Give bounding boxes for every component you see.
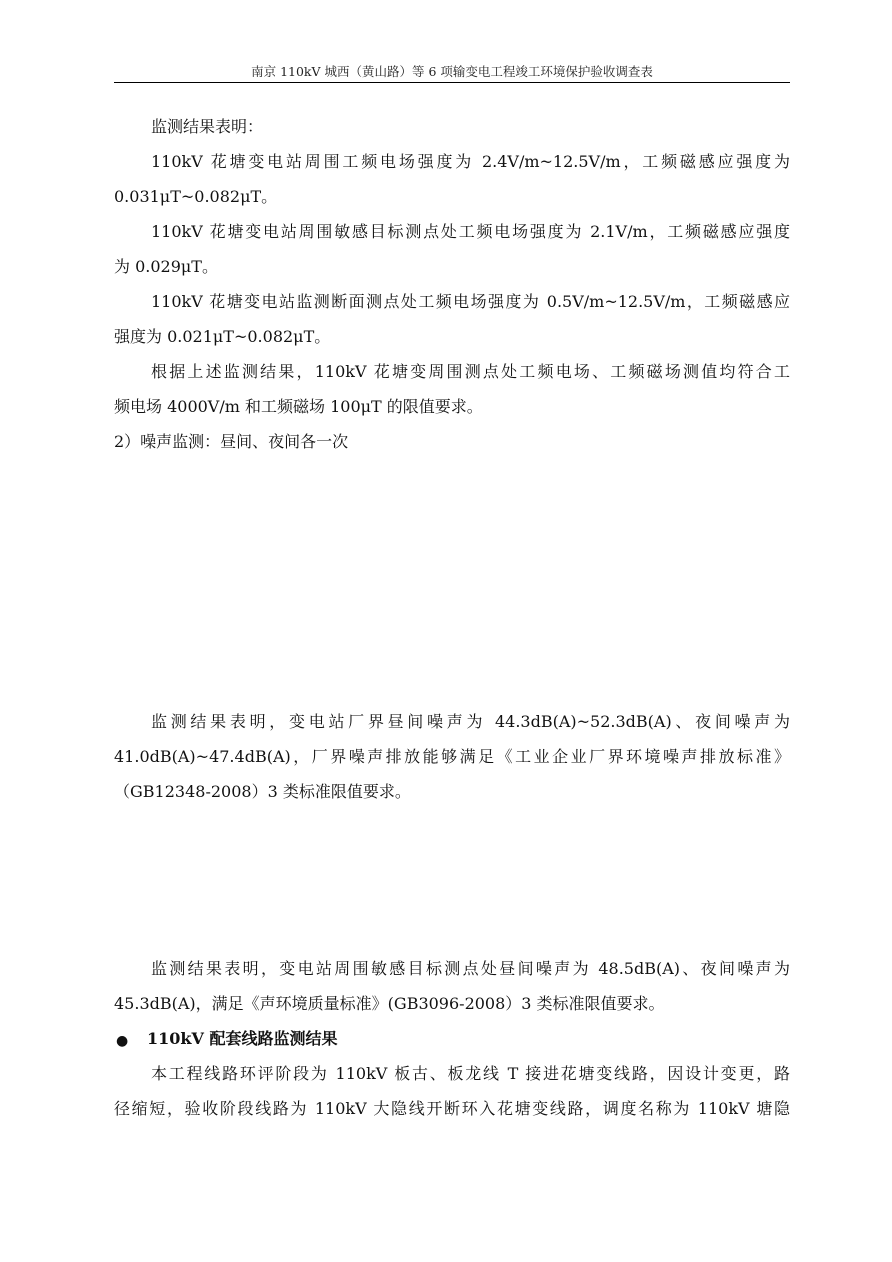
noise-heading: 2）噪声监测：昼间、夜间各一次 xyxy=(114,432,349,451)
line-para1-line1: 本工程线路环评阶段为 110kV 板古、板龙线 T 接进花塘变线路，因设计变更，路 xyxy=(151,1064,790,1083)
emf-para4-line1: 根据上述监测结果，110kV 花塘变周围测点处工频电场、工频磁场测值均符合工 xyxy=(151,362,790,381)
noise-para1-line3: （GB12348-2008）3 类标准限值要求。 xyxy=(114,782,411,801)
noise-para2-line2: 45.3dB(A)，满足《声环境质量标准》(GB3096-2008）3 类标准限值要求。 xyxy=(114,994,665,1013)
emf-para2-line1: 110kV 花塘变电站周围敏感目标测点处工频电场强度为 2.1V/m，工频磁感应强度 xyxy=(151,222,790,241)
header-title: 南京 110kV 城西（黄山路）等 6 项输变电工程竣工环境保护验收调查表 xyxy=(251,64,653,79)
results-intro: 监测结果表明： xyxy=(151,117,264,136)
noise-para2-line1: 监测结果表明，变电站周围敏感目标测点处昼间噪声为 48.5dB(A)、夜间噪声为 xyxy=(151,959,790,978)
line-para1-line2: 径缩短，验收阶段线路为 110kV 大隐线开断环入花塘变线路，调度名称为 110kV 塘隐 xyxy=(114,1099,790,1118)
emf-para1-line1: 110kV 花塘变电站周围工频电场强度为 2.4V/m~12.5V/m，工频磁感应强度为 xyxy=(151,152,790,171)
header-divider xyxy=(114,82,790,83)
emf-para1-line2: 0.031μT~0.082μT。 xyxy=(114,187,278,206)
emf-para4-line2: 频电场 4000V/m 和工频磁场 100μT 的限值要求。 xyxy=(114,397,483,416)
line-results-heading: 110kV 配套线路监测结果 xyxy=(147,1029,338,1048)
emf-para3-line2: 强度为 0.021μT~0.082μT。 xyxy=(114,327,331,346)
noise-para1-line1: 监测结果表明，变电站厂界昼间噪声为 44.3dB(A)~52.3dB(A)、夜间噪声为 xyxy=(151,712,790,731)
emf-para3-line1: 110kV 花塘变电站监测断面测点处工频电场强度为 0.5V/m~12.5V/m，工频磁感应 xyxy=(151,292,790,311)
emf-para2-line2: 为 0.029μT。 xyxy=(114,257,218,276)
noise-para1-line2: 41.0dB(A)~47.4dB(A)，厂界噪声排放能够满足《工业企业厂界环境噪声排放标准》 xyxy=(114,747,790,766)
bullet-icon: ● xyxy=(116,1033,129,1049)
